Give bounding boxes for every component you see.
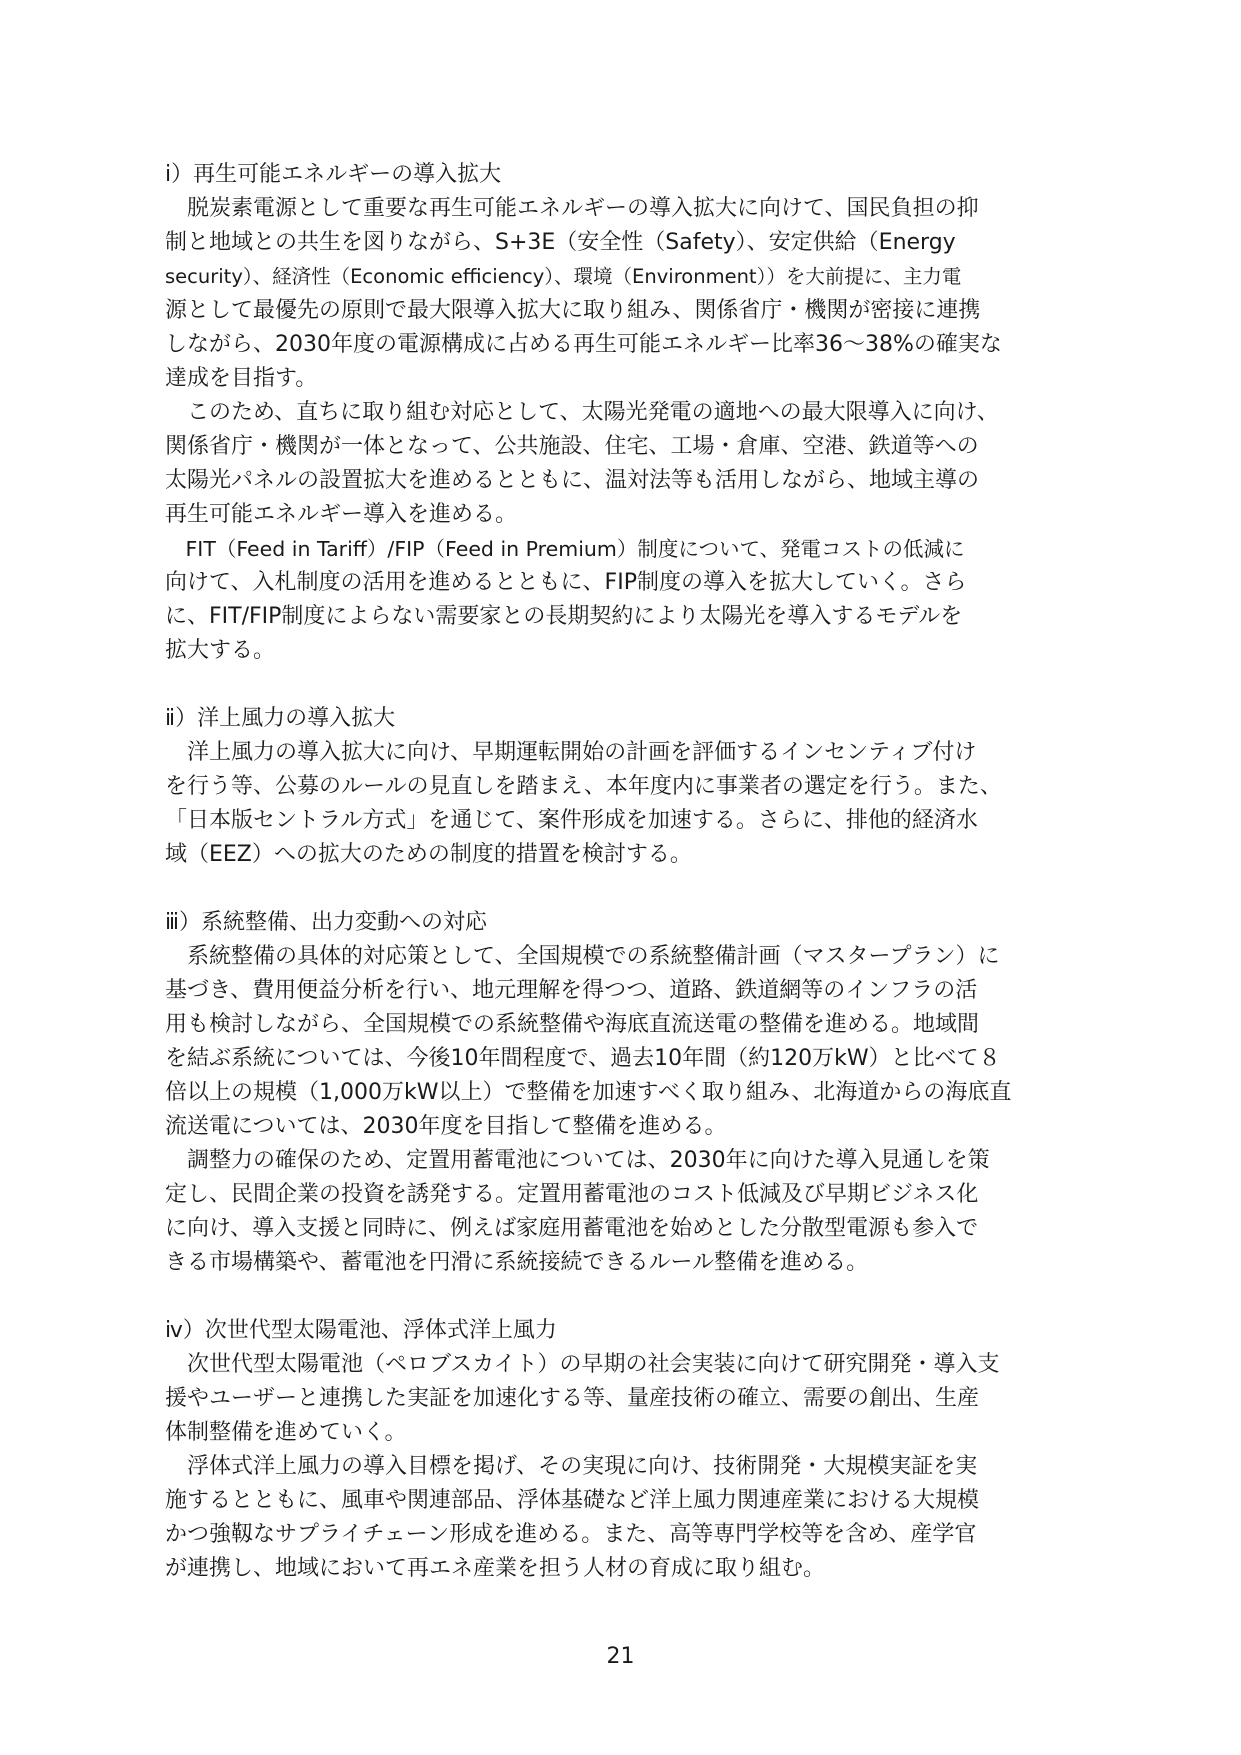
section-heading: ⅰ）再生可能エネルギーの導入拡大 — [165, 162, 502, 187]
paragraph-line: に、FIT/FIP制度によらない需要家との長期契約により太陽光を導入するモデルを — [165, 604, 963, 629]
paragraph-line: 達成を目指す。 — [165, 366, 318, 391]
document-body — [165, 158, 1100, 1586]
paragraph-line: に向け、導入支援と同時に、例えば家庭用蓄電池を始めとした分散型電源も参入で — [165, 1216, 979, 1241]
paragraph-line: かつ強靱なサプライチェーン形成を進める。また、高等専門学校等を含め、産学官 — [165, 1522, 977, 1547]
paragraph-line: 域（EEZ）への拡大のための制度的措置を検討する。 — [165, 842, 692, 867]
paragraph-line: このため、直ちに取り組む対応として、太陽光発電の適地への最大限導入に向け、 — [165, 400, 999, 425]
page-number: 21 — [606, 1644, 635, 1669]
paragraph-line: しながら、2030年度の電源構成に占める再生可能エネルギー比率36～38%の確実な — [165, 332, 1002, 357]
paragraph-line: 脱炭素電源として重要な再生可能エネルギーの導入拡大に向けて、国民負担の抑 — [165, 196, 979, 221]
section-grid-development — [165, 906, 1100, 1280]
paragraph-line: 拡大する。 — [165, 638, 276, 663]
paragraph-line: 流送電については、2030年度を目指して整備を進める。 — [165, 1114, 727, 1139]
paragraph-line: FIT（Feed in Tariff）/FIP（Feed in Premium）制度について、発電コストの低減に — [165, 537, 965, 561]
paragraph-line: security）、経済性（Economic efficiency）、環境（Environment））を大前提に、主力電 — [165, 265, 962, 288]
paragraph-line: 体制整備を進めていく。 — [165, 1420, 407, 1445]
paragraph-line: 援やユーザーと連携した実証を加速化する等、量産技術の確立、需要の創出、生産 — [165, 1386, 980, 1411]
paragraph-line: 「日本版セントラル方式」を通じて、案件形成を加速する。さらに、排他的経済水 — [165, 808, 978, 833]
section-offshore-wind — [165, 702, 1100, 872]
paragraph-line: 向けて、入札制度の活用を進めるとともに、FIP制度の導入を拡大していく。さら — [165, 570, 967, 595]
paragraph-line: 洋上風力の導入拡大に向け、早期運転開始の計画を評価するインセンティブ付け — [165, 740, 977, 765]
section-heading: ⅳ）次世代型太陽電池、浮体式洋上風力 — [165, 1318, 557, 1343]
paragraph-line: 太陽光パネルの設置拡大を進めるとともに、温対法等も活用しながら、地域主導の — [165, 468, 980, 493]
section-heading: ⅱ）洋上風力の導入拡大 — [165, 706, 396, 731]
paragraph-line: 系統整備の具体的対応策として、全国規模での系統整備計画（マスタープラン）に — [165, 944, 1000, 969]
paragraph-line: が連携し、地域において再エネ産業を担う人材の育成に取り組む。 — [165, 1556, 826, 1581]
section-next-gen-solar-floating-wind — [165, 1314, 1100, 1586]
section-heading: ⅲ）系統整備、出力変動への対応 — [165, 910, 488, 935]
paragraph-line: 倍以上の規模（1,000万kW以上）で整備を加速すべく取り組み、北海道からの海底直 — [165, 1080, 1012, 1105]
paragraph-line: 基づき、費用便益分析を行い、地元理解を得つつ、道路、鉄道網等のインフラの活 — [165, 978, 978, 1003]
paragraph-line: 調整力の確保のため、定置用蓄電池については、2030年に向けた導入見通しを策 — [165, 1148, 990, 1173]
paragraph-line: 用も検討しながら、全国規模での系統整備や海底直流送電の整備を進める。地域間 — [165, 1012, 980, 1037]
paragraph-line: 関係省庁・機関が一体となって、公共施設、住宅、工場・倉庫、空港、鉄道等への — [165, 434, 979, 459]
paragraph-line: 定し、民間企業の投資を誘発する。定置用蓄電池のコスト低減及び早期ビジネス化 — [165, 1182, 979, 1207]
paragraph-line: を結ぶ系統については、今後10年間程度で、過去10年間（約120万kW）と比べて８ — [165, 1046, 1001, 1071]
paragraph-line: 再生可能エネルギー導入を進める。 — [165, 502, 518, 527]
paragraph-line: 次世代型太陽電池（ペロブスカイト）の早期の社会実装に向けて研究開発・導入支 — [165, 1352, 1000, 1377]
paragraph-line: 施するとともに、風車や関連部品、浮体基礎など洋上風力関連産業における大規模 — [165, 1488, 980, 1513]
paragraph-line: 源として最優先の原則で最大限導入拡大に取り組み、関係省庁・機関が密接に連携 — [165, 298, 981, 323]
paragraph-line: きる市場構築や、蓄電池を円滑に系統接続できるルール整備を進める。 — [165, 1250, 869, 1275]
paragraph-line: 制と地域との共生を図りながら、S+3E（安全性（Safety）、安定供給（Energy — [165, 230, 956, 255]
paragraph-line: を行う等、公募のルールの見直しを踏まえ、本年度内に事業者の選定を行う。また、 — [165, 774, 1002, 799]
paragraph-line: 浮体式洋上風力の導入目標を掲げ、その実現に向け、技術開発・大規模実証を実 — [165, 1454, 978, 1479]
section-renewable-energy — [165, 158, 1100, 668]
